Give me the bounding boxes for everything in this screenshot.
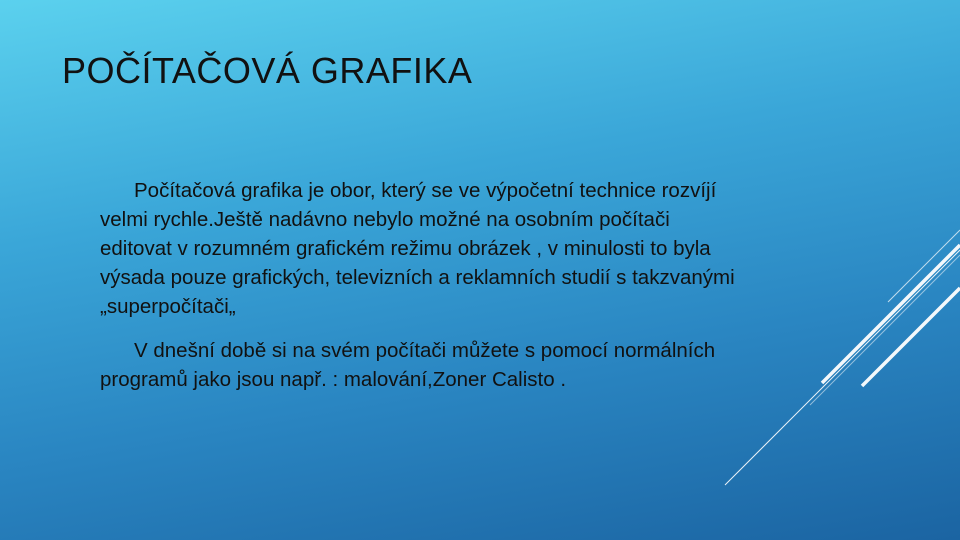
decor-line-thin-long [725, 250, 960, 485]
paragraph-1: Počítačová grafika je obor, který se ve výpočetní technice rozvíjí velmi rychle.Ještě nadávno nebylo možné na osobním počítači editovat v rozumném grafickém režimu obrázek , v minulosti to byla výsada pouze grafických, televizních a reklamních studií s takzvanými „superpočítači„ [100, 179, 735, 318]
decor-line-thick-1 [822, 245, 960, 383]
paragraph-2: V dnešní době si na svém počítači můžete s pomocí normálních programů jako jsou např. : malování,Zoner Calisto . [100, 339, 716, 391]
decor-line-thick-2 [862, 288, 960, 386]
decor-line-thin-mid [810, 255, 960, 405]
slide-title: POČÍTAČOVÁ GRAFIKA [62, 50, 473, 91]
